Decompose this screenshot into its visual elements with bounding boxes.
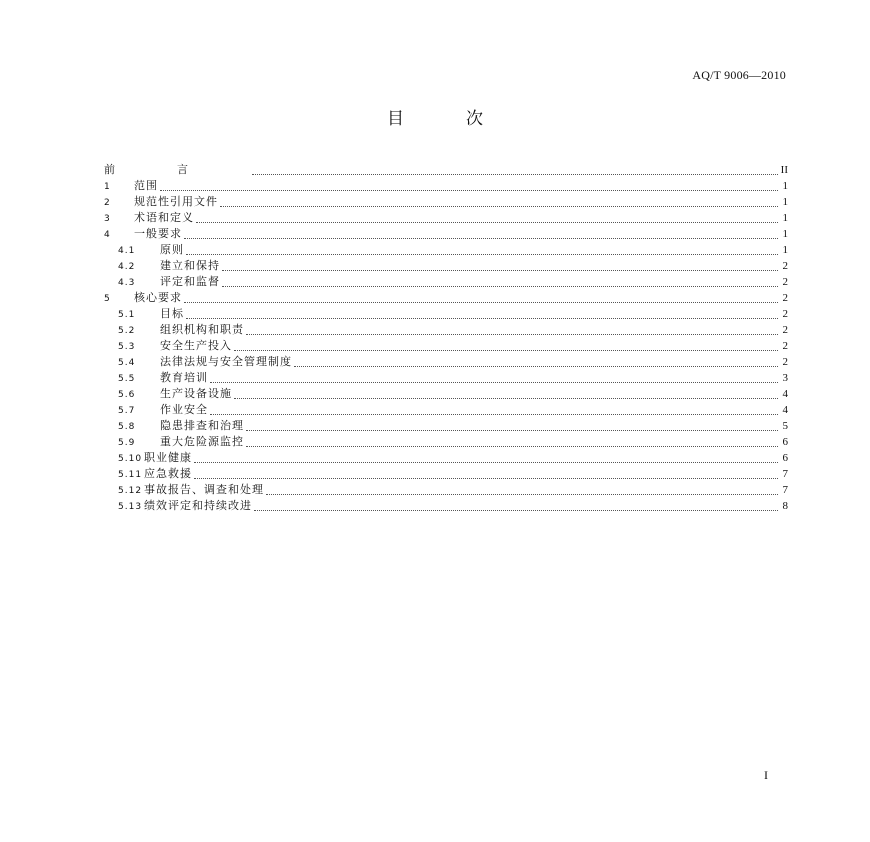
toc-entry-label: 职业健康 (144, 451, 193, 464)
toc-entry-page: 8 (782, 500, 788, 512)
toc-entry[interactable] (104, 434, 788, 450)
toc-entry-number: 5.10 (118, 454, 143, 464)
dot-leader (222, 269, 778, 271)
toc-entry-label: 隐患排查和治理 (160, 419, 244, 432)
toc-entry[interactable] (104, 466, 788, 482)
toc-entry[interactable] (104, 226, 788, 242)
toc-entry[interactable] (104, 274, 788, 290)
toc-entry-number: 5.7 (118, 406, 136, 416)
toc-entry-page: 1 (782, 228, 788, 240)
toc-entry-page: 4 (782, 404, 788, 416)
toc-entry-page: 2 (782, 308, 788, 320)
dot-leader (220, 205, 778, 207)
toc-entry-label: 评定和监督 (160, 275, 220, 288)
toc-entry-page: 5 (782, 420, 788, 432)
toc-entry-number: 5.12 (118, 486, 143, 496)
toc-entry-label: 组织机构和职责 (160, 323, 244, 336)
toc-title: 目次 (387, 109, 545, 129)
dot-leader (160, 189, 778, 191)
toc-entry-number: 4.1 (118, 246, 136, 256)
toc-entry-page: 1 (782, 196, 788, 208)
page-number: I (764, 768, 768, 782)
dot-leader (246, 445, 778, 447)
toc-entry-page: 3 (782, 372, 788, 384)
dot-leader (210, 381, 778, 383)
dot-leader (186, 317, 778, 319)
toc-entry-label: 目标 (160, 307, 184, 320)
dot-leader (234, 349, 778, 351)
toc-entry-number: 5.13 (118, 502, 143, 512)
toc-entry-label: 事故报告、调查和处理 (144, 483, 265, 496)
toc-entry-number: 1 (104, 182, 111, 192)
toc-entry-number: 5.5 (118, 374, 136, 384)
dot-leader (234, 397, 778, 399)
toc-entry[interactable] (104, 498, 788, 514)
dot-leader (184, 301, 778, 303)
toc-entry-label: 绩效评定和持续改进 (144, 499, 253, 512)
toc-entry-number: 3 (104, 214, 111, 224)
toc-entry[interactable] (104, 210, 788, 226)
toc-entry-page: 2 (782, 324, 788, 336)
toc-entry-number: 5.6 (118, 390, 136, 400)
toc-entry-label: 范围 (134, 179, 158, 192)
dot-leader (266, 493, 778, 495)
toc-entry-number: 5.3 (118, 342, 136, 352)
toc-entry-page: 2 (782, 340, 788, 352)
dot-leader (254, 509, 778, 511)
document-code: AQ/T 9006—2010 (692, 68, 786, 82)
toc-entry-label: 建立和保持 (160, 259, 220, 272)
toc-entry-page: 6 (782, 436, 788, 448)
toc-entry-preface[interactable] (104, 162, 788, 178)
toc-entry[interactable] (104, 370, 788, 386)
toc-entry-label: 核心要求 (134, 291, 182, 304)
toc-entry-page: 2 (782, 292, 788, 304)
toc-entry-page: 1 (782, 244, 788, 256)
dot-leader (294, 365, 778, 367)
dot-leader (194, 461, 778, 463)
toc-entry-number: 5 (104, 294, 111, 304)
toc-entry-label: 安全生产投入 (160, 339, 232, 352)
toc-entry[interactable] (104, 482, 788, 498)
toc-entry[interactable] (104, 290, 788, 306)
toc-entry-label: 一般要求 (134, 227, 182, 240)
dot-leader (246, 333, 778, 335)
toc-entry-label: 规范性引用文件 (134, 195, 218, 208)
toc-entry-label: 原则 (160, 243, 184, 256)
toc-entry[interactable] (104, 386, 788, 402)
toc-entry-number: 5.4 (118, 358, 136, 368)
toc-entry-page: 2 (782, 276, 788, 288)
toc-entry[interactable] (104, 322, 788, 338)
toc-entry-page: 1 (782, 212, 788, 224)
toc-entry[interactable] (104, 306, 788, 322)
toc-entry-page: 7 (782, 484, 788, 496)
toc-entry-number: 4.2 (118, 262, 136, 272)
dot-leader (210, 413, 778, 415)
toc-entry[interactable] (104, 338, 788, 354)
toc-entry-page: 7 (782, 468, 788, 480)
toc-entry[interactable] (104, 418, 788, 434)
dot-leader (246, 429, 778, 431)
toc-entry-page: 4 (782, 388, 788, 400)
toc-entry-page: 2 (782, 356, 788, 368)
toc-entry-number: 5.11 (118, 470, 143, 480)
toc-entry[interactable] (104, 178, 788, 194)
toc-entry-number: 2 (104, 198, 111, 208)
toc-entry-label: 重大危险源监控 (160, 435, 244, 448)
toc-entry-number: 4 (104, 230, 111, 240)
toc-entry-number: 5.2 (118, 326, 136, 336)
toc-entry-number: 5.1 (118, 310, 136, 320)
toc-entry[interactable] (104, 450, 788, 466)
dot-leader (194, 477, 778, 479)
toc-entry-label: 应急救援 (144, 467, 193, 480)
toc-entry[interactable] (104, 354, 788, 370)
toc-entry-label: 生产设备设施 (160, 387, 232, 400)
toc-entry[interactable] (104, 402, 788, 418)
dot-leader (186, 253, 778, 255)
toc-entry-label: 术语和定义 (134, 211, 194, 224)
toc-entry-label: 作业安全 (160, 403, 208, 416)
toc-entry-label: 教育培训 (160, 371, 208, 384)
toc-entry[interactable] (104, 194, 788, 210)
table-of-contents (104, 162, 788, 514)
dot-leader (252, 173, 778, 175)
toc-entry-number: 5.9 (118, 438, 136, 448)
toc-entry-page: 2 (782, 260, 788, 272)
toc-entry[interactable] (104, 242, 788, 258)
toc-entry-page: 6 (782, 452, 788, 464)
toc-entry-label: 前言 (104, 163, 250, 176)
dot-leader (222, 285, 778, 287)
toc-entry[interactable] (104, 258, 788, 274)
toc-entry-page: 1 (782, 180, 788, 192)
toc-entry-label: 法律法规与安全管理制度 (160, 355, 292, 368)
toc-entry-number: 4.3 (118, 278, 136, 288)
toc-entry-number: 5.8 (118, 422, 136, 432)
dot-leader (196, 221, 778, 223)
dot-leader (184, 237, 778, 239)
toc-entry-page: II (780, 164, 788, 176)
